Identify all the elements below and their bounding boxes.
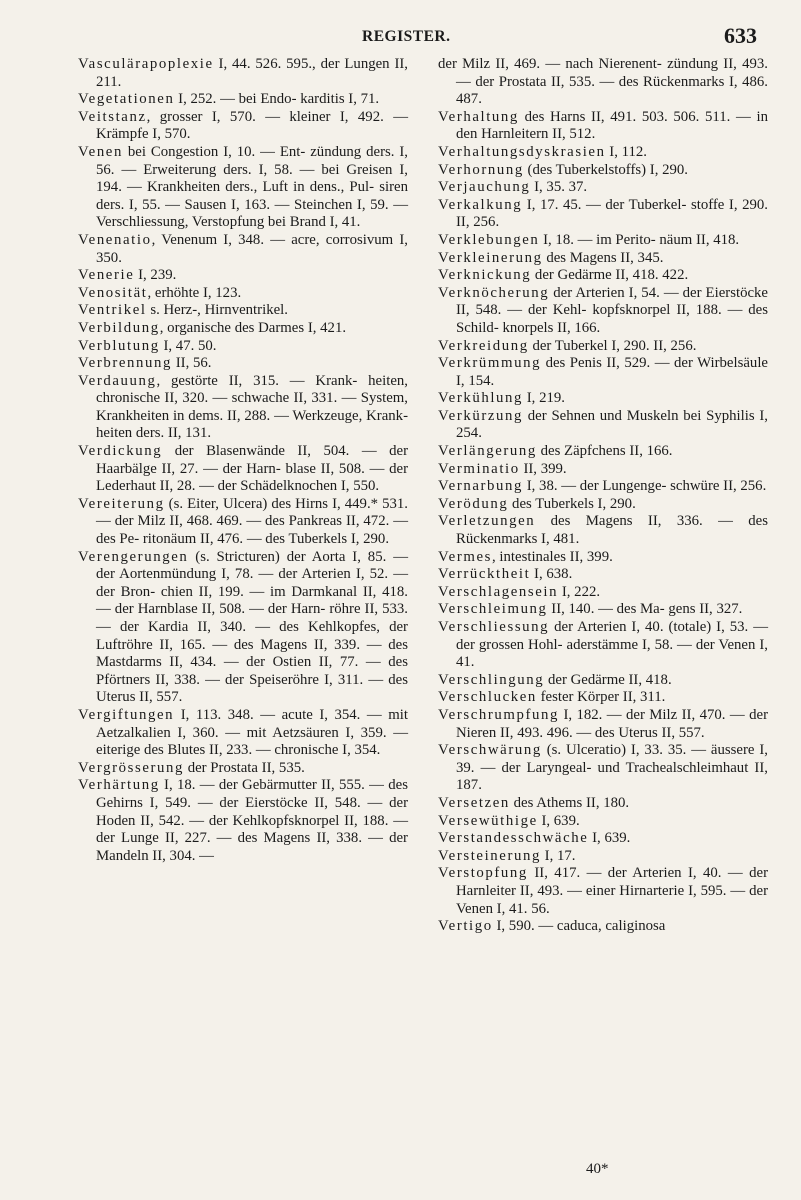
index-references: I, 18. — der Gebärmutter II, 555. — des Gehirns I, 549. — der Eierstöcke II, 548. — der Hoden II, 542. — der Kehlkopfsknorpel II, 188. — der Lunge II, 227. — des Magens II, 338. — der Mandeln II, 304. — [96,777,408,864]
index-lemma: Versetzen [438,794,510,811]
index-references: des Magens II, 345. [542,249,664,266]
index-entry [438,443,768,461]
index-entry [438,707,768,742]
index-references: I, 18. — im Perito- näum II, 418. [539,231,740,248]
index-entry [78,285,408,303]
index-entry [438,672,768,690]
index-references: des Zäpfchens II, 166. [536,443,673,460]
index-lemma: Verödung [438,495,509,512]
index-entry [438,513,768,548]
index-entry [78,496,408,549]
index-lemma: Verengerungen [78,548,189,565]
index-references: der Sehnen und Muskeln bei Syphilis I, 254. [456,407,768,442]
index-lemma: Venenatio [78,231,152,248]
index-lemma: Verhärtung [78,777,160,794]
index-lemma: Verschleimung [438,601,548,618]
index-entry [78,267,408,285]
index-references: , grosser I, 570. — kleiner I, 492. — Krämpfe I, 570. [96,108,408,143]
index-references: des Athems II, 180. [509,794,630,811]
index-entry [78,443,408,496]
index-lemma: Verdickung [78,443,163,460]
index-references: des Magens II, 336. — des Rückenmarks I, 481. [456,513,768,548]
index-lemma: Verschlingung [438,671,545,688]
index-entry [78,109,408,144]
index-references: des Tuberkels I, 290. [508,495,636,512]
index-lemma: Verkühlung [438,390,524,407]
index-lemma: Verkrümmung [438,355,542,372]
page-header [0,22,801,52]
index-lemma: Verklebungen [438,231,540,248]
index-references: I, 38. — der Lungenge- schwüre II, 256. [523,478,767,495]
index-entry [78,355,408,373]
index-references: der Prostata II, 535. [184,759,305,776]
index-lemma: Vertigo [438,918,493,935]
index-references: fester Körper II, 311. [536,689,666,706]
left-column [78,56,408,865]
index-lemma: Vereiterung [78,495,165,512]
index-references: I, 219. [523,390,565,407]
index-entry [438,285,768,338]
index-lemma: Verhornung [438,161,524,178]
index-lemma: Verbrennung [78,355,173,372]
index-references: I, 17. [540,847,576,864]
index-references: , Venenum I, 348. — acre, corrosivum I, 350. [96,231,408,266]
index-lemma: Verkürzung [438,407,524,424]
index-lemma: Verminatio [438,460,520,477]
index-lemma: Verkleinerung [438,249,543,266]
index-entry [438,338,768,356]
index-references: I, 47. 50. [159,337,217,354]
index-lemma: Verkreidung [438,337,529,354]
index-entry [438,566,768,584]
index-references: der Arterien I, 40. (totale) I, 53. — der grossen Hohl- aderstämme I, 58. — der Venen I, 41. [456,619,768,671]
index-lemma: Verschwärung [438,742,542,759]
right-column [438,56,768,936]
index-references: (s. Eiter, Ulcera) des Hirns I, 449.* 531. — der Milz II, 468. 469. — des Pankreas II, 472. — des Pe- ritonäum II, 476. — des Tuberkels I, 290. [96,495,408,548]
index-lemma: Venerie [78,267,135,284]
index-entry [438,848,768,866]
index-references: , intestinales II, 399. [491,548,613,565]
index-entry [438,232,768,250]
index-entry [78,338,408,356]
index-entry [438,250,768,268]
index-references: I, 252. — bei Endo- karditis I, 71. [174,91,380,108]
index-references: I, 17. 45. — der Tuberkel- stoffe I, 290. II, 256. [456,196,768,231]
index-references: II, 399. [519,460,567,477]
index-lemma: Vermes [438,548,492,565]
index-references: II, 140. — des Ma- gens II, 327. [547,601,743,618]
index-entry [438,56,768,109]
index-lemma: Verdauung [78,372,157,389]
index-references: II, 56. [172,355,212,372]
index-lemma: Verknickung [438,267,532,284]
index-references: I, 182. — der Milz II, 470. — der Nieren II, 493. 496. — des Uterus II, 557. [456,706,768,741]
index-references: der Tuberkel I, 290. II, 256. [528,337,697,354]
index-lemma: Verhaltung [438,108,519,125]
index-lemma: Verlängerung [438,443,537,460]
index-lemma: Vegetationen [78,91,175,108]
index-lemma: Verhaltungsdyskrasien [438,143,606,160]
index-entry [78,56,408,91]
index-entry [438,584,768,602]
index-references: I, 590. — caduca, caliginosa [492,918,666,935]
index-lemma: Verrücktheit [438,566,531,583]
index-entry [438,865,768,918]
index-references: I, 112. [605,143,647,160]
index-references: (s. Ulceratio) I, 33. 35. — äussere I, 39. — der Laryngeal- und Trachealschleimhaut II, 187. [456,742,768,794]
index-entry [438,179,768,197]
index-references: der Blasenwände II, 504. — der Haarbälge II, 27. — der Harn- blase II, 508. — der Lederhaut II, 28. — der Schädelknochen I, 550. [96,443,408,495]
index-entry [438,197,768,232]
index-lemma: Verstopfung [438,865,528,882]
running-head: REGISTER. [362,28,451,45]
index-lemma: Vergrösserung [78,759,185,776]
index-references: I, 638. [530,566,573,583]
index-entry [438,496,768,514]
index-entry [438,795,768,813]
index-entry [438,689,768,707]
index-references: s. Herz-, Hirnventrikel. [146,302,288,319]
index-entry [438,109,768,144]
index-lemma: Venosität [78,284,148,301]
index-lemma: Vergiftungen [78,706,175,723]
index-lemma: Versewüthige [438,812,538,829]
index-lemma: Verkalkung [438,196,523,213]
index-lemma: Verjauchung [438,179,531,196]
index-references: der Arterien I, 54. — der Eierstöcke II, 548. — der Kehl- kopfsknorpel II, 188. — des Schild- knorpels II, 166. [456,284,768,336]
index-references: I, 639. [537,812,580,829]
index-entry [438,813,768,831]
index-entry [438,549,768,567]
index-entry [438,601,768,619]
index-lemma: Verblutung [78,337,160,354]
index-entry [438,830,768,848]
index-references: I, 113. 348. — acute I, 354. — mit Aetzalkalien I, 360. — mit Aetzsäuren I, 359. — eiterige des Blutes II, 233. — chronische I, 354. [96,706,408,759]
page-number: 633 [724,23,757,48]
index-lemma: Ventrikel [78,302,147,319]
index-entry [78,549,408,707]
index-references: I, 222. [558,583,601,600]
index-references: I, 639. [588,830,631,847]
index-lemma: Verknöcherung [438,284,550,301]
index-references: bei Congestion I, 10. — Ent- zündung ders. I, 56. — Erweiterung ders. I, 58. — bei Greisen I, 194. — Krankheiten ders., Luft in dens., Pul- siren ders. I, 55. — Sausen I, 163. — Steinchen I, 59. — Verschliessung, Verstopfung bei Brand I, 41. [96,143,408,231]
index-lemma: Vernarbung [438,478,524,495]
index-lemma: Vasculärapoplexie [78,56,214,72]
index-entry [438,478,768,496]
index-entry [78,760,408,778]
index-lemma: Verbildung [78,319,160,336]
index-entry [438,162,768,180]
index-entry [438,742,768,795]
index-entry [438,390,768,408]
index-lemma: Verschlucken [438,689,537,706]
index-references: II, 417. — der Arterien I, 40. — der Harnleiter II, 493. — einer Hirnarterie I, 595. — der Venen I, 41. 56. [456,865,768,917]
index-lemma: Verschrumpfung [438,706,560,723]
index-lemma: Verschliessung [438,619,550,635]
index-lemma: Versteinerung [438,847,541,864]
index-entry [78,91,408,109]
index-references: , gestörte II, 315. — Krank- heiten, chronische II, 320. — schwache II, 331. — System, Krankheiten in dems. II, 288. — Werkzeuge, Krank- heiten ders. II, 131. [96,372,408,442]
index-references: (s. Stricturen) der Aorta I, 85. — der Aortenmündung I, 78. — der Arterien I, 52. — der Bron- chien II, 199. — im Darmkanal II, 418. — der Harnblase II, 508. — der Harn- röhre II, 533. — der Kardia II, 340. — des Kehlkopfes, der Luftröhre II, 165. — des Magens II, 339. — des Mastdarms II, 434. — der Ostien II, 77. — des Pförtners II, 338. — der Speiseröhre I, 311. — des Uterus II, 557. [96,548,408,706]
index-references: (des Tuberkelstoffs) I, 290. [523,161,688,178]
index-entry [438,144,768,162]
index-references: I, 44. 526. 595., der Lungen II, 211. [96,56,408,90]
index-entry [438,408,768,443]
index-entry [438,355,768,390]
index-references: I, 239. [134,267,177,284]
index-entry [78,373,408,443]
index-references: , erhöhte I, 123. [147,284,242,301]
index-lemma: Verstandesschwäche [438,830,589,847]
index-entry [438,461,768,479]
signature-mark: 40* [586,1161,609,1177]
index-references: der Gedärme II, 418. [544,671,672,688]
index-entry [78,777,408,865]
index-entry [78,302,408,320]
index-entry [78,144,408,232]
index-references: der Milz II, 469. — nach Nierenent- zündung II, 493. — der Prostata II, 535. — des Rückenmarks I, 486. 487. [438,56,768,108]
index-references: , organische des Darmes I, 421. [159,319,347,336]
index-entry [438,619,768,672]
index-references: des Harns II, 491. 503. 506. 511. — in den Harnleitern II, 512. [456,108,768,143]
index-lemma: Veitstanz [78,108,147,125]
index-references: der Gedärme II, 418. 422. [531,267,689,284]
index-entry [78,707,408,760]
index-entry [438,267,768,285]
index-lemma: Verschlagensein [438,583,559,600]
index-entry [78,232,408,267]
index-entry [438,918,768,936]
index-references: I, 35. 37. [530,179,588,196]
index-lemma: Verletzungen [438,513,536,530]
index-references: des Penis II, 529. — der Wirbelsäule I, 154. [456,355,768,389]
index-lemma: Venen [78,143,123,160]
index-entry [78,320,408,338]
